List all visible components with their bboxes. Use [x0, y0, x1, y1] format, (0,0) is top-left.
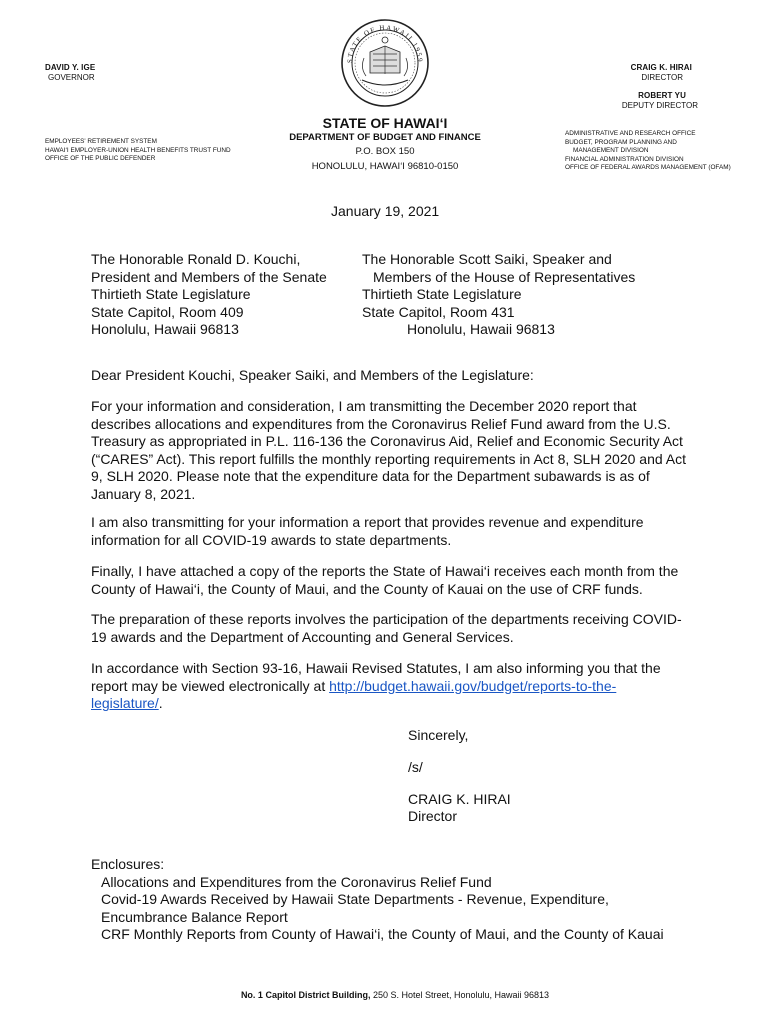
enclosures-label: Enclosures:: [91, 856, 165, 872]
enclosure-item: CRF Monthly Reports from County of Hawai‘i, the County of Maui, and the County of Kauai: [101, 926, 664, 943]
salutation: Dear President Kouchi, Speaker Saiki, and Members of the Legislature:: [91, 367, 534, 383]
enclosures: [91, 856, 664, 944]
left-offices: [45, 138, 231, 164]
paragraph-report: For your information and consideration, I am transmitting the December 2020 report that describes allocations and expenditures from the Coronavirus Relief Fund award from the U.S. Treasury as appropriated in P.L. 116-136 the Coronavirus Aid, Relief and Economic Security Act (“CARES” Act). This report fulfills the monthly reporting requirements in Act 8, SLH 2020 and Act 9, SLH 2020. Please note that the expenditure data for the Department subawards is as of January 8, 2021.: [91, 398, 687, 502]
footer-address: No. 1 Capitol District Building, 250 S. Hotel Street, Honolulu, Hawaii 96813: [240, 990, 550, 1000]
left-office-item: HAWAI‘I EMPLOYER-UNION HEALTH BENEFITS TRUST FUND: [45, 146, 231, 154]
department-name: DEPARTMENT OF BUDGET AND FINANCE: [289, 132, 481, 143]
letter-date: January 19, 2021: [331, 203, 440, 219]
paragraph-statute: In accordance with Section 93-16, Hawaii Revised Statutes, I am also informing you that the report may be viewed electronically at http://budget.hawaii.gov/budget/reports-to-the-legislature/.: [91, 660, 661, 712]
governor-name: DAVID Y. IGE: [45, 63, 96, 72]
director-title: DIRECTOR: [641, 73, 683, 82]
paragraph-county-reports: Finally, I have attached a copy of the reports the State of Hawai‘i receives each month from the County of Hawai‘i, the County of Maui, and the County of Kauai on the use of CRF funds.: [91, 563, 679, 597]
right-office-item: ADMINISTRATIVE AND RESEARCH OFFICE: [565, 130, 696, 137]
enclosure-item: Covid-19 Awards Received by Hawaii State Departments - Revenue, Expenditure,: [101, 891, 609, 908]
right-office-item: MANAGEMENT DIVISION: [573, 147, 649, 155]
reports-link[interactable]: http://budget.hawaii.gov/budget/reports-to-the-legislature/: [91, 677, 617, 712]
governor-title: GOVERNOR: [48, 73, 95, 82]
right-office-item: FINANCIAL ADMINISTRATION DIVISION: [565, 155, 684, 163]
left-office-item: EMPLOYEES' RETIREMENT SYSTEM: [45, 138, 157, 145]
recipient-house: The Honorable Scott Saiki, Speaker and Members of the House of Representatives Thirtieth State Legislature State Capitol, Room 431 Honolulu, Hawaii 96813: [362, 251, 636, 338]
closing-title: Director: [408, 808, 458, 824]
right-office-item: OFFICE OF FEDERAL AWARDS MANAGEMENT (OFAM): [565, 164, 731, 172]
paragraph-covid-awards: I am also transmitting for your information a report that provides revenue and expenditure information for all COVID-19 awards to state departments.: [91, 514, 644, 548]
city-address: HONOLULU, HAWAI‘I 96810-0150: [311, 161, 459, 172]
enclosure-item: Allocations and Expenditures from the Coronavirus Relief Fund: [101, 873, 492, 890]
deputy-name: ROBERT YU: [638, 91, 686, 100]
director-name: CRAIG K. HIRAI: [630, 63, 692, 72]
closing-sincerely: Sincerely,: [408, 727, 469, 743]
seal-text: STATE OF HAWAII 1959: [345, 23, 425, 64]
po-box: P.O. BOX 150: [355, 146, 415, 157]
state-name: STATE OF HAWAI‘I: [322, 115, 448, 131]
state-seal: [340, 18, 430, 108]
recipient-senate: The Honorable Ronald D. Kouchi, President and Members of the Senate Thirtieth State Legislature State Capitol, Room 409 Honolulu, Hawaii 96813: [91, 251, 327, 338]
right-offices: [565, 130, 731, 173]
right-office-item: BUDGET, PROGRAM PLANNING AND: [565, 138, 677, 146]
paragraph-preparation: The preparation of these reports involves the participation of the departments receiving COVID-19 awards and the Department of Accounting and General Services.: [91, 611, 682, 645]
enclosure-item: Encumbrance Balance Report: [101, 908, 288, 925]
closing-name: CRAIG K. HIRAI: [408, 791, 511, 807]
closing-signature: /s/: [408, 759, 423, 775]
left-office-item: OFFICE OF THE PUBLIC DEFENDER: [45, 155, 156, 163]
deputy-title: DEPUTY DIRECTOR: [621, 101, 698, 110]
